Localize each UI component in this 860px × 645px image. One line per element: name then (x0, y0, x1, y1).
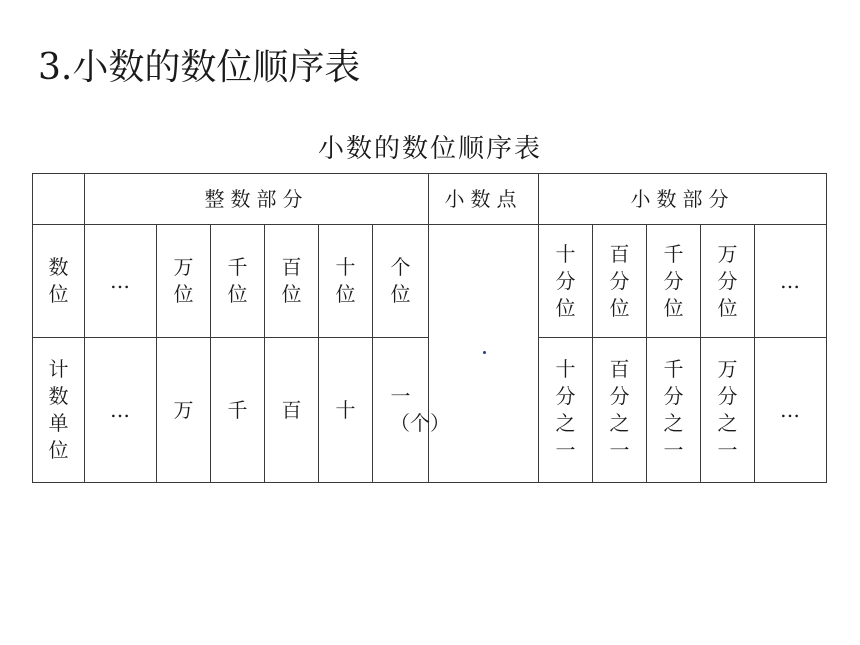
unit-cell-thousand: 千 (211, 338, 265, 483)
place-cell-hundreds: 百位 (265, 225, 319, 338)
place-cell-thousands: 千位 (211, 225, 265, 338)
unit-cell-thousandth: 千分之一 (647, 338, 701, 483)
place-cell-tens: 十位 (319, 225, 373, 338)
unit-cell-tenth: 十分之一 (539, 338, 593, 483)
unit-cell-decimal-ellipsis: … (755, 338, 827, 483)
place-cell-thousandths: 千分位 (647, 225, 701, 338)
place-row (33, 225, 827, 338)
decimal-part-header: 小数部分 (539, 174, 827, 225)
unit-cell-hundred: 百 (265, 338, 319, 483)
unit-cell-ten-thousand: 万 (157, 338, 211, 483)
place-cell-ten-thousandths: 万分位 (701, 225, 755, 338)
decimal-point-header: 小数点 (429, 174, 539, 225)
header-row (33, 174, 827, 225)
place-cell-ellipsis: … (85, 225, 157, 338)
place-cell-hundredths: 百分位 (593, 225, 647, 338)
unit-cell-one: 一（个） (373, 338, 429, 483)
unit-row-label: 计数单位 (33, 338, 85, 483)
place-cell-ones: 个位 (373, 225, 429, 338)
place-row-label: 数位 (33, 225, 85, 338)
unit-cell-hundredth: 百分之一 (593, 338, 647, 483)
table-caption: 小数的数位顺序表 (317, 134, 542, 164)
corner-cell (33, 174, 85, 225)
unit-cell-ten: 十 (319, 338, 373, 483)
unit-cell-ten-thousandth: 万分之一 (701, 338, 755, 483)
slide-heading: 3.小数的数位顺序表 (38, 47, 361, 88)
decimal-point-cell (429, 225, 539, 483)
place-cell-decimal-ellipsis: … (755, 225, 827, 338)
place-cell-ten-thousands: 万位 (157, 225, 211, 338)
decimal-place-value-table (32, 173, 827, 483)
decimal-point-dot (483, 351, 486, 354)
place-cell-tenths: 十分位 (539, 225, 593, 338)
unit-cell-ellipsis: … (85, 338, 157, 483)
integer-part-header: 整数部分 (85, 174, 429, 225)
